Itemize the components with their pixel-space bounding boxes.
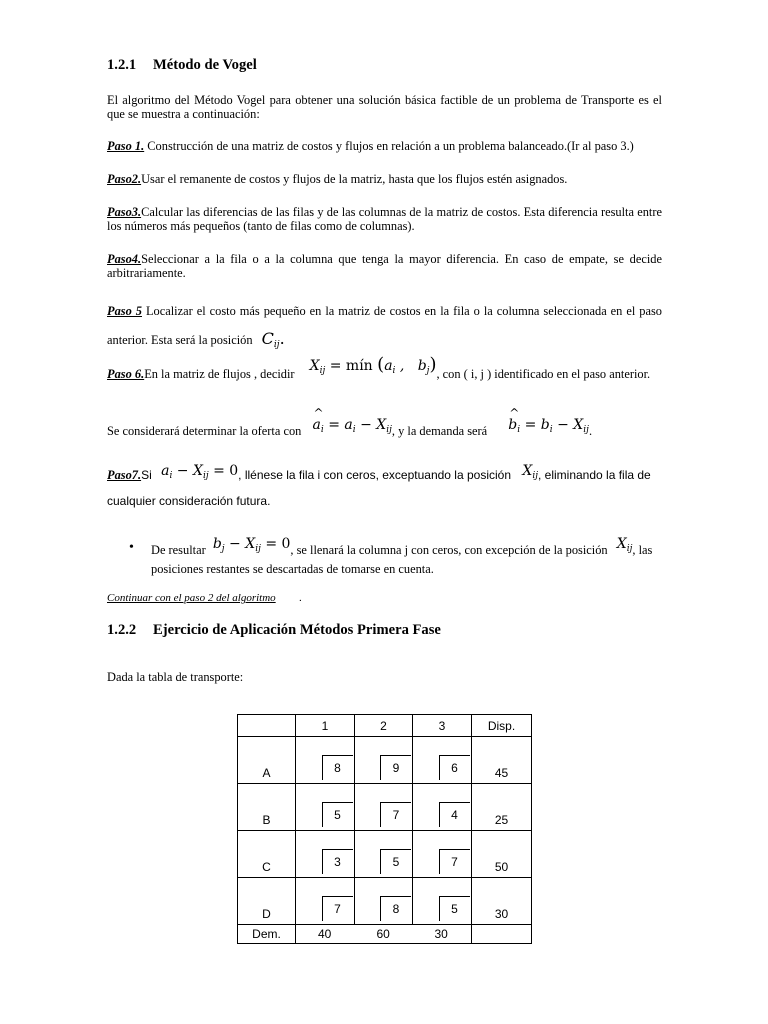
- cost-cell: [296, 831, 355, 878]
- paso1-paragraph: [107, 139, 662, 153]
- cost-cell: [355, 784, 413, 831]
- paso4-paragraph: [107, 252, 662, 280]
- cost-box: 5: [380, 849, 411, 874]
- paso2-text: Usar el remanente de costos y flujos de la matriz, hasta que los flujos estén asignados.: [141, 172, 568, 186]
- section-title: Método de Vogel: [153, 57, 257, 73]
- cost-cell: [413, 831, 472, 878]
- bullet-formula-b: $X_{ij}$: [616, 536, 633, 554]
- header-cell: 1: [296, 715, 355, 737]
- paso3-text: Calcular las diferencias de las filas y de las columnas de la matriz de costos. Esta diferencia resulta entre los números más pequeños (tanto de filas como de columnas).: [107, 205, 662, 233]
- demand-row: [238, 925, 532, 944]
- disp-cell: 30: [472, 878, 532, 925]
- paso3-paragraph: [107, 205, 662, 233]
- disp-cell: 25: [472, 784, 532, 831]
- paso2-paragraph: [107, 172, 662, 186]
- section2-number: 1.2.2: [107, 622, 137, 638]
- row-label: B: [238, 784, 296, 831]
- continue-link[interactable]: Continuar con el paso 2 del algoritmo: [107, 592, 276, 604]
- bullet-text-b: , se llenará la columna j con ceros, con excepción de la posición: [290, 543, 608, 557]
- paso4-label: Paso4.: [107, 252, 142, 266]
- paso2-label: Paso2.: [107, 172, 142, 186]
- paso7-text-b: , llénese la fila i con ceros, exceptuando la posición: [238, 468, 512, 482]
- cost-cell: [413, 784, 472, 831]
- paso5-paragraph: [107, 298, 662, 359]
- paso4-text: Seleccionar a la fila o a la columna que tenga la mayor diferencia. En caso de empate, se decide arbitrariamente.: [107, 252, 662, 280]
- cost-cell: [296, 784, 355, 831]
- cost-box: 8: [380, 896, 411, 921]
- demand-empty-cell: [472, 925, 532, 944]
- disp-cell: 50: [472, 831, 532, 878]
- section-number: 1.2.1: [107, 57, 137, 73]
- cost-cell: [413, 737, 472, 784]
- demand-label: Dem.: [238, 925, 296, 944]
- table-row: [238, 878, 532, 925]
- paso6-paragraph: [107, 354, 662, 386]
- intro-paragraph: El algoritmo del Método Vogel para obtener una solución básica factible de un problema de Transporte es el que se muestra a continuación:: [107, 93, 662, 121]
- cost-cell: [296, 878, 355, 925]
- bullet-paragraph: [151, 536, 662, 576]
- paso5-formula: $C_{ij}$.: [261, 329, 285, 350]
- paso6-formula: $X_{ij}$ = mín ($a_i$ , $b_j$): [309, 354, 437, 376]
- cost-cell: [355, 878, 413, 925]
- cost-box: 7: [322, 896, 353, 921]
- paso7-formula: $a_i - X_{ij} = 0$: [161, 463, 239, 481]
- cost-cell: [355, 737, 413, 784]
- oferta-formula: ^ $a_i = a_i - X_{ij}$: [312, 417, 391, 433]
- cost-box: 4: [439, 802, 470, 827]
- demand-cell: 60: [355, 925, 413, 944]
- header-cell: Disp.: [472, 715, 532, 737]
- header-cell: [238, 715, 296, 737]
- continue-period: .: [299, 592, 302, 604]
- cost-box: 3: [322, 849, 353, 874]
- paso1-label: Paso 1.: [107, 139, 145, 153]
- cost-box: 7: [439, 849, 470, 874]
- paso6-text-a: En la matriz de flujos , decidir: [144, 367, 295, 381]
- bullet-formula: $b_j - X_{ij} = 0$: [212, 536, 291, 554]
- paso6-text-b: , con ( i, j ) identificado en el paso anterior.: [436, 367, 651, 381]
- bullet-text-a: De resultar: [151, 543, 206, 557]
- paso3-label: Paso3.: [107, 205, 142, 219]
- table-row: [238, 784, 532, 831]
- paso7-text-a: Si: [141, 468, 152, 482]
- table-row: [238, 737, 532, 784]
- oferta-paragraph: [107, 417, 662, 443]
- cost-box: 7: [380, 802, 411, 827]
- paso7-text-c: , eliminando la fila de cualquier consideración futura.: [107, 468, 651, 508]
- bullet-dot: •: [129, 540, 134, 555]
- cost-box: 9: [380, 755, 411, 780]
- cost-box: 5: [322, 802, 353, 827]
- transport-table: [237, 714, 532, 944]
- paso5-text: Localizar el costo más pequeño en la matriz de costos en la fila o la columna seleccionada en el paso anterior. Esta será la posición: [107, 304, 662, 347]
- cost-box: 6: [439, 755, 470, 780]
- table-header-row: [238, 715, 532, 737]
- paso7-label: Paso7.: [107, 468, 142, 482]
- cost-box: 8: [322, 755, 353, 780]
- cost-box: 5: [439, 896, 470, 921]
- disp-cell: 45: [472, 737, 532, 784]
- demand-cell: 40: [296, 925, 355, 944]
- cost-cell: [296, 737, 355, 784]
- section-heading-vogel: [107, 57, 257, 74]
- paso6-label: Paso 6.: [107, 367, 145, 381]
- oferta-text-a: Se considerará determinar la oferta con: [107, 424, 302, 438]
- paso1-text: Construcción de una matriz de costos y flujos en relación a un problema balanceado.(Ir al paso 3.): [144, 139, 634, 153]
- section2-title: Ejercicio de Aplicación Métodos Primera Fase: [153, 622, 441, 638]
- paso7-paragraph: [107, 465, 665, 512]
- header-cell: 2: [355, 715, 413, 737]
- oferta-text-c: .: [588, 424, 593, 438]
- cost-cell: [413, 878, 472, 925]
- demand-cell: 30: [413, 925, 472, 944]
- header-cell: 3: [413, 715, 472, 737]
- paso5-label: Paso 5: [107, 304, 142, 318]
- row-label: D: [238, 878, 296, 925]
- bullet-text-c: , las posiciones restantes se descartadas de tomarse en cuenta.: [151, 543, 653, 576]
- oferta-text-b: , y la demanda será: [391, 424, 488, 438]
- demanda-formula: ^ $b_i = b_i - X_{ij}$: [508, 417, 589, 433]
- dada-paragraph: Dada la tabla de transporte:: [107, 670, 244, 684]
- paso7-formula-b: $X_{ij}$: [522, 463, 538, 481]
- cost-cell: [355, 831, 413, 878]
- row-label: A: [238, 737, 296, 784]
- section-heading-ejercicio: [107, 622, 441, 639]
- table-row: [238, 831, 532, 878]
- row-label: C: [238, 831, 296, 878]
